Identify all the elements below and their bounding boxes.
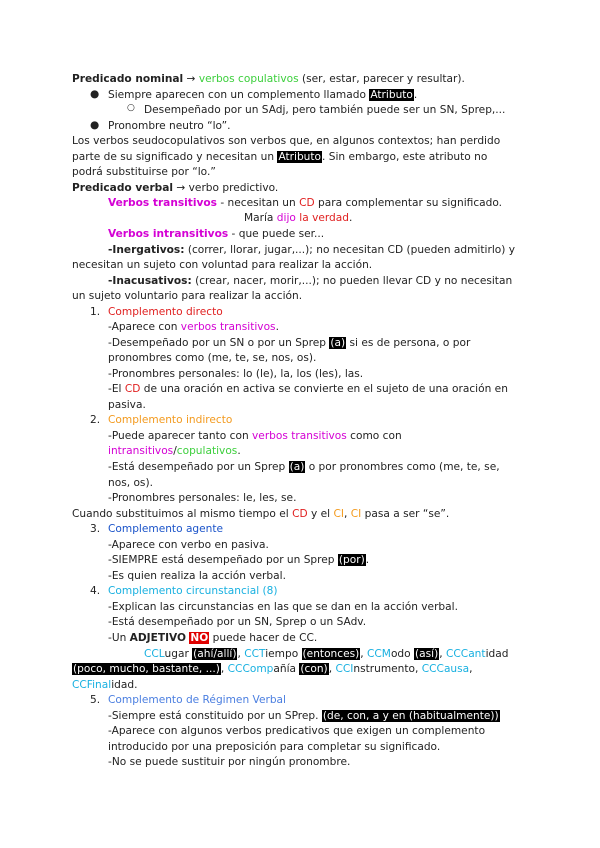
- text: iempo: [265, 648, 302, 660]
- text: ,: [237, 648, 245, 660]
- term-cd: CD: [292, 508, 308, 520]
- text: Siempre aparecen con un complemento llamado: [108, 89, 370, 101]
- text: o por pronombres como (me, te, se,: [305, 461, 500, 473]
- text: -SIEMPRE está desempeñado por un Sprep: [108, 554, 338, 566]
- text: - necesitan un: [216, 197, 300, 209]
- text: podrá substituirse por “lo.”: [72, 166, 216, 178]
- text: de una oración en activa se convierte en el sujeto de una oración en: [140, 383, 508, 395]
- predicado-nominal-line: [72, 72, 465, 87]
- text: -Puede aparecer tanto con: [108, 430, 253, 442]
- bullet-icon: ●: [90, 88, 100, 100]
- paragraph-line: [108, 553, 369, 568]
- text: -Está desempeñado por un Sprep: [108, 461, 289, 473]
- paragraph-line: [72, 150, 487, 165]
- text: Desempeñado por un SAdj, pero también puede ser un SN, Sprep,...: [144, 104, 506, 116]
- paragraph-line: [108, 274, 512, 289]
- text: María: [244, 212, 277, 224]
- text: pasa a ser “se”.: [361, 508, 450, 520]
- list-number: 3.: [90, 523, 101, 535]
- term-inergativos: -Inergativos:: [108, 244, 185, 256]
- paragraph-line: [72, 134, 500, 149]
- text: como con: [346, 430, 402, 442]
- highlight-a: (a): [289, 461, 305, 473]
- paragraph-line: [108, 476, 153, 491]
- text: .: [237, 445, 241, 457]
- arrow-text: →: [183, 73, 199, 85]
- text: ,: [344, 508, 351, 520]
- text: -Pronombres personales: le, les, se.: [108, 492, 297, 504]
- text: puede hacer de CC.: [209, 632, 318, 644]
- text: -Aparece con verbo en pasiva.: [108, 539, 269, 551]
- paragraph-line: [108, 755, 350, 770]
- text: -Aparece con: [108, 321, 181, 333]
- term-ci: CI: [333, 508, 344, 520]
- paragraph-line: [108, 631, 317, 646]
- text: /: [173, 445, 177, 457]
- text: idad.: [111, 679, 138, 691]
- text: -Un: [108, 632, 130, 644]
- circle-bullet-icon: ○: [127, 103, 135, 113]
- text: Los verbos seudocopulativos son verbos que, en algunos contextos; han perdido: [72, 135, 501, 147]
- paragraph-line: [108, 569, 286, 584]
- text: ,: [328, 663, 336, 675]
- text: necesitan un sujeto con voluntad para realizar la acción.: [72, 259, 373, 271]
- text: .: [275, 321, 279, 333]
- example-line: [244, 211, 352, 226]
- term-verbos-copulativos: verbos copulativos: [198, 73, 299, 85]
- term-la-verdad: la verdad: [299, 212, 349, 224]
- paragraph-line: [108, 615, 366, 630]
- term-cd: CD: [124, 383, 141, 395]
- list-item: [108, 88, 417, 103]
- paragraph-line: [108, 320, 279, 335]
- text: -No se puede sustituir por ningún pronombre.: [108, 756, 351, 768]
- text: y el: [307, 508, 334, 520]
- paragraph-line: [108, 709, 500, 724]
- text: → verbo predictivo.: [173, 182, 279, 194]
- heading-complemento-agente: Complemento agente: [108, 523, 224, 535]
- text: -Es quien realiza la acción verbal.: [108, 570, 286, 582]
- abbr-ccl: CCL: [144, 648, 165, 660]
- list-number: 5.: [90, 694, 101, 706]
- text: ,: [469, 663, 473, 675]
- abbr-cccant: CCCant: [446, 648, 486, 660]
- text: -Pronombres personales: lo (le), la, los (les), las.: [108, 368, 364, 380]
- term-copulativos: copulativos: [176, 445, 238, 457]
- abbr-cci: CCI: [335, 663, 354, 675]
- text: .: [365, 554, 370, 566]
- highlight-atributo: Atributo: [278, 151, 322, 163]
- list-number: 1.: [90, 306, 101, 318]
- text: -Desempeñado por un SN o por un Sprep: [108, 337, 330, 349]
- term-cd: CD: [299, 197, 315, 209]
- text: si es de persona, o por: [346, 337, 471, 349]
- paragraph-line: [108, 336, 470, 351]
- heading-complemento-circunstancial: Complemento circunstancial (8): [108, 585, 278, 597]
- text: para complementar su significado.: [314, 197, 503, 209]
- text: .: [348, 212, 353, 224]
- paragraph-line: [108, 351, 316, 366]
- text: -Aparece con algunos verbos predicativos que exigen un complemento: [108, 725, 486, 737]
- highlight-a: (a): [330, 337, 346, 349]
- paragraph-line: [108, 382, 508, 397]
- text: pronombres como (me, te, se, nos, os).: [108, 352, 317, 364]
- term-verbos-transitivos: Verbos transitivos: [108, 197, 217, 209]
- text: añía: [273, 663, 300, 675]
- paragraph-line: [108, 538, 269, 553]
- paragraph-line: [108, 724, 485, 739]
- heading-complemento-regimen-verbal: Complemento de Régimen Verbal: [108, 694, 286, 706]
- term-inacusativos: -Inacusativos:: [108, 275, 192, 287]
- text: -Siempre está constituido por un SPrep.: [108, 710, 322, 722]
- text: (ser, estar, parecer y resultar).: [298, 73, 465, 85]
- paragraph-line: [108, 243, 515, 258]
- list-number: 4.: [90, 585, 101, 597]
- paragraph-line: [72, 258, 372, 273]
- highlight-con: (con): [300, 663, 328, 675]
- text: odo: [390, 648, 415, 660]
- paragraph-line: [108, 367, 363, 382]
- term-adjetivo: ADJETIVO: [129, 632, 187, 644]
- text: ,: [220, 663, 228, 675]
- highlight-preposiciones: (de, con, a y en (habitualmente)): [322, 710, 499, 722]
- term-verbos-transitivos: verbos transitivos: [180, 321, 276, 333]
- text: -Está desempeñado por un SN, Sprep o un SAdv.: [108, 616, 367, 628]
- text: -El: [108, 383, 125, 395]
- abbr-cccausa: CCCausa: [421, 663, 470, 675]
- text: un sujeto voluntario para realizar la acción.: [72, 290, 303, 302]
- paragraph-line: [108, 740, 440, 755]
- text: .: [413, 89, 418, 101]
- term-verbos-transitivos: verbos transitivos: [252, 430, 347, 442]
- text: pasiva.: [108, 399, 146, 411]
- term-dijo: dijo: [276, 212, 296, 224]
- text: Cuando substituimos al mismo tiempo el: [72, 508, 293, 520]
- highlight-no: NO: [190, 632, 209, 644]
- heading-complemento-indirecto: Complemento indirecto: [108, 414, 233, 426]
- paragraph-line: [108, 429, 402, 444]
- bullet-icon: ●: [90, 119, 100, 131]
- paragraph-line: [108, 398, 146, 413]
- abbr-cccomp: CCComp: [227, 663, 274, 675]
- highlight-por: (por): [338, 554, 365, 566]
- abbr-ccm: CCM: [367, 648, 391, 660]
- text: ugar: [164, 648, 193, 660]
- highlight-poco-mucho: (poco, mucho, bastante, ...): [73, 663, 220, 675]
- text: ,: [439, 648, 446, 660]
- heading-complemento-directo: Complemento directo: [108, 306, 223, 318]
- paragraph-line: [108, 491, 296, 506]
- term-verbos-intransitivos: Verbos intransitivos: [108, 228, 229, 240]
- cc-types-line: [144, 647, 508, 662]
- list-item: [108, 119, 231, 134]
- cc-types-line: [72, 678, 137, 693]
- heading-predicado-verbal: Predicado verbal: [72, 182, 174, 194]
- term-ci: CI: [350, 508, 362, 520]
- paragraph-line: [72, 165, 216, 180]
- predicado-verbal-line: [72, 181, 278, 196]
- intransitivos-line: [108, 227, 324, 242]
- paragraph-line: [108, 444, 241, 459]
- text: idad: [485, 648, 509, 660]
- text: introducido por una preposición para completar su significado.: [108, 741, 441, 753]
- highlight-asi: (así): [415, 648, 439, 660]
- text: -Explican las circunstancias en las que se dan en la acción verbal.: [108, 601, 458, 613]
- highlight-ahi-alli: (ahí/allí): [193, 648, 237, 660]
- list-item: [144, 103, 505, 118]
- paragraph-line: [108, 460, 500, 475]
- text: Pronombre neutro “lo”.: [108, 120, 231, 132]
- paragraph-line: [72, 507, 449, 522]
- paragraph-line: [72, 289, 302, 304]
- text: nstrumento,: [353, 663, 422, 675]
- text: parte de su significado y necesitan un: [72, 151, 278, 163]
- abbr-cct: CCT: [244, 648, 266, 660]
- term-intransitivos: intransitivos: [108, 445, 174, 457]
- text: (crear, nacer, morir,...); no pueden llevar CD y no necesitan: [191, 275, 513, 287]
- transitivos-line: [108, 196, 502, 211]
- text: (correr, llorar, jugar,...); no necesitan CD (pueden admitirlo) y: [184, 244, 516, 256]
- paragraph-line: [108, 600, 458, 615]
- cc-types-line: [72, 662, 473, 677]
- highlight-entonces: (entonces): [302, 648, 360, 660]
- heading-predicado-nominal: Predicado nominal: [72, 73, 184, 85]
- list-number: 2.: [90, 414, 101, 426]
- abbr-ccfinal: CCFinal: [72, 679, 112, 691]
- text: - que puede ser...: [228, 228, 325, 240]
- text: nos, os).: [108, 477, 153, 489]
- highlight-atributo: Atributo: [370, 89, 413, 101]
- text: ,: [360, 648, 368, 660]
- text: . Sin embargo, este atributo no: [322, 151, 488, 163]
